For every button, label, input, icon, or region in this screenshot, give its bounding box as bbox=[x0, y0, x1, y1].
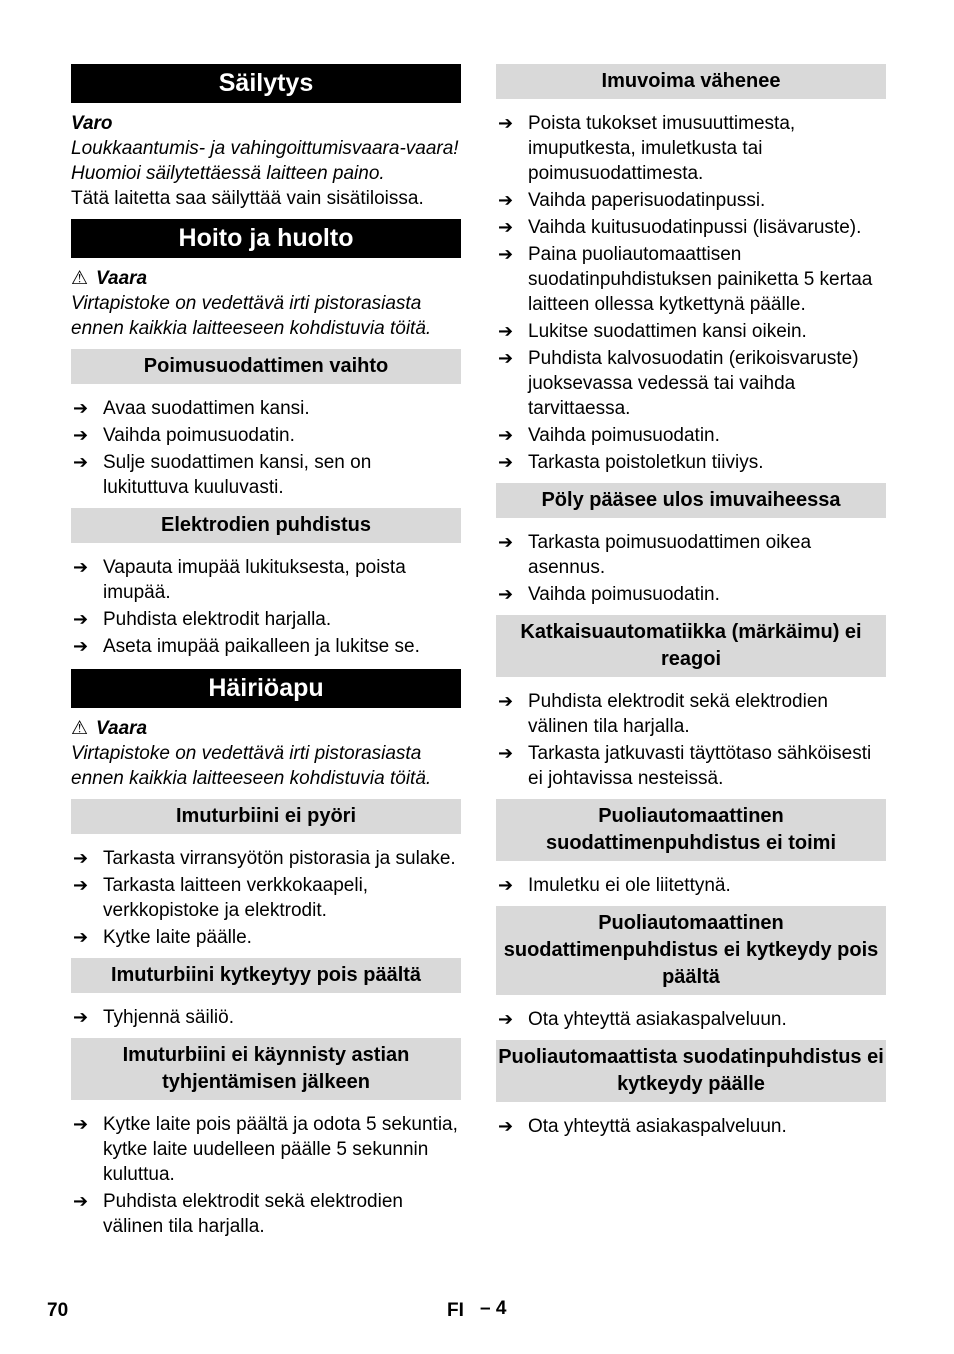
arrow-right-icon: ➔ bbox=[498, 875, 514, 895]
subsection-title-turbine-switches-off: Imuturbiini kytkeytyy pois päältä bbox=[71, 958, 461, 993]
arrow-right-icon: ➔ bbox=[498, 1116, 514, 1136]
list-item: ➔ Paina puoliautomaattisen suodatinpuhdistuksen painiketta 5 kertaa laitteen ollessa kytkettynä päälle. bbox=[498, 244, 873, 315]
suction-power-list bbox=[496, 111, 886, 475]
dust-escapes-list bbox=[496, 530, 886, 607]
list-item: ➔ Vaihda poimusuodatin. bbox=[498, 425, 720, 446]
filter-change-list bbox=[71, 396, 461, 500]
subsection-title-semi-auto-not-working: Puoliautomaattinen suodattimenpuhdistus ei toimi bbox=[496, 799, 886, 861]
arrow-right-icon: ➔ bbox=[73, 636, 89, 656]
arrow-right-icon: ➔ bbox=[498, 452, 514, 472]
warning-triangle-icon: ⚠ bbox=[71, 718, 89, 739]
list-item: ➔ Tarkasta poimusuodattimen oikea asennus. bbox=[498, 532, 812, 578]
list-item: ➔ Poista tukokset imusuuttimesta, imuputkesta, imuletkusta tai poimusuodattimesta. bbox=[498, 113, 796, 184]
right-column bbox=[496, 64, 886, 1143]
list-item: ➔ Imuletku ei ole liitettynä. bbox=[498, 875, 731, 896]
subsection-title-suction-power: Imuvoima vähenee bbox=[496, 64, 886, 99]
arrow-right-icon: ➔ bbox=[498, 244, 514, 264]
subsection-title-semi-auto-not-on: Puoliautomaattista suodatinpuhdistus ei kytkeydy päälle bbox=[496, 1040, 886, 1102]
danger-warning bbox=[71, 716, 461, 741]
arrow-right-icon: ➔ bbox=[498, 217, 514, 237]
left-column bbox=[71, 64, 461, 1243]
list-item: ➔ Avaa suodattimen kansi. bbox=[73, 398, 310, 419]
list-item: ➔ Vaihda poimusuodatin. bbox=[73, 425, 295, 446]
arrow-right-icon: ➔ bbox=[498, 190, 514, 210]
list-item: ➔ Vaihda paperisuodatinpussi. bbox=[498, 190, 766, 211]
subsection-title-semi-auto-not-off: Puoliautomaattinen suodattimenpuhdistus ei kytkeydy pois päältä bbox=[496, 906, 886, 995]
list-item: ➔ Tarkasta jatkuvasti täyttötaso sähköisesti ei johtavissa nesteissä. bbox=[498, 743, 872, 789]
sub-page-number: – 4 bbox=[480, 1298, 507, 1319]
language-code: FI bbox=[447, 1300, 464, 1321]
subsection-title-dust-escapes: Pöly pääsee ulos imuvaiheessa bbox=[496, 483, 886, 518]
list-item: ➔ Sulje suodattimen kansi, sen on lukituttuva kuuluvasti. bbox=[73, 452, 372, 498]
list-item: ➔ Ota yhteyttä asiakaspalveluun. bbox=[498, 1009, 787, 1030]
warning-triangle-icon: ⚠ bbox=[71, 268, 89, 289]
list-item: ➔ Ota yhteyttä asiakaspalveluun. bbox=[498, 1116, 787, 1137]
arrow-right-icon: ➔ bbox=[498, 584, 514, 604]
arrow-right-icon: ➔ bbox=[73, 398, 89, 418]
arrow-right-icon: ➔ bbox=[498, 1009, 514, 1029]
caution-label: Varo bbox=[71, 113, 113, 134]
list-item: ➔ Vapauta imupää lukituksesta, poista imupää. bbox=[73, 557, 406, 603]
section-title-care: Hoito ja huolto bbox=[71, 219, 461, 258]
section-title-troubleshooting: Häiriöapu bbox=[71, 669, 461, 708]
danger-text: Virtapistoke on vedettävä irti pistorasiasta ennen kaikkia laitteeseen kohdistuvia töitä. bbox=[71, 293, 432, 339]
arrow-right-icon: ➔ bbox=[73, 1007, 89, 1027]
arrow-right-icon: ➔ bbox=[73, 557, 89, 577]
list-item: ➔ Tarkasta virransyötön pistorasia ja sulake. bbox=[73, 848, 456, 869]
subsection-title-electrodes: Elektrodien puhdistus bbox=[71, 508, 461, 543]
caution-text: Loukkaantumis- ja vahingoittumisvaara-vaara! Huomioi säilytettäessä laitteen paino. bbox=[71, 138, 459, 184]
list-item: ➔ Kytke laite päälle. bbox=[73, 927, 252, 948]
arrow-right-icon: ➔ bbox=[73, 848, 89, 868]
danger-warning bbox=[71, 266, 461, 291]
arrow-right-icon: ➔ bbox=[73, 1191, 89, 1211]
list-item: ➔ Kytke laite pois päältä ja odota 5 sekuntia, kytke laite uudelleen päälle 5 sekunnin kuluttua. bbox=[73, 1114, 458, 1185]
list-item: ➔ Tarkasta poistoletkun tiiviys. bbox=[498, 452, 764, 473]
arrow-right-icon: ➔ bbox=[73, 452, 89, 472]
shutoff-wet-list bbox=[496, 689, 886, 791]
subsection-title-turbine-not-rotating: Imuturbiini ei pyöri bbox=[71, 799, 461, 834]
arrow-right-icon: ➔ bbox=[498, 425, 514, 445]
turbine-not-rotating-list bbox=[71, 846, 461, 950]
turbine-switches-off-list bbox=[71, 1005, 461, 1030]
arrow-right-icon: ➔ bbox=[73, 927, 89, 947]
subsection-title-filter-change: Poimusuodattimen vaihto bbox=[71, 349, 461, 384]
list-item: ➔ Vaihda poimusuodatin. bbox=[498, 584, 720, 605]
page-number: 70 bbox=[47, 1300, 69, 1321]
storage-note: Tätä laitetta saa säilyttää vain sisätiloissa. bbox=[71, 188, 424, 209]
arrow-right-icon: ➔ bbox=[498, 532, 514, 552]
arrow-right-icon: ➔ bbox=[498, 113, 514, 133]
list-item: ➔ Puhdista elektrodit harjalla. bbox=[73, 609, 332, 630]
list-item: ➔ Puhdista elektrodit sekä elektrodien välinen tila harjalla. bbox=[498, 691, 828, 737]
semi-auto-not-on-list bbox=[496, 1114, 886, 1139]
danger-label: Vaara bbox=[96, 718, 148, 739]
semi-auto-not-working-list bbox=[496, 873, 886, 898]
arrow-right-icon: ➔ bbox=[73, 875, 89, 895]
turbine-not-starting-list bbox=[71, 1112, 461, 1239]
subsection-title-turbine-not-starting: Imuturbiini ei käynnisty astian tyhjentämisen jälkeen bbox=[71, 1038, 461, 1100]
list-item: ➔ Lukitse suodattimen kansi oikein. bbox=[498, 321, 807, 342]
arrow-right-icon: ➔ bbox=[498, 348, 514, 368]
arrow-right-icon: ➔ bbox=[73, 425, 89, 445]
list-item: ➔ Aseta imupää paikalleen ja lukitse se. bbox=[73, 636, 420, 657]
section-title-storage: Säilytys bbox=[71, 64, 461, 103]
arrow-right-icon: ➔ bbox=[498, 743, 514, 763]
danger-label: Vaara bbox=[96, 268, 148, 289]
subsection-title-shutoff-wet: Katkaisuautomatiikka (märkäimu) ei reagoi bbox=[496, 615, 886, 677]
arrow-right-icon: ➔ bbox=[498, 321, 514, 341]
list-item: ➔ Puhdista kalvosuodatin (erikoisvaruste) juoksevassa vedessä tai vaihda tarvittaessa. bbox=[498, 348, 859, 419]
danger-text: Virtapistoke on vedettävä irti pistorasiasta ennen kaikkia laitteeseen kohdistuvia töitä. bbox=[71, 743, 432, 789]
electrodes-list bbox=[71, 555, 461, 659]
list-item: ➔ Tyhjennä säiliö. bbox=[73, 1007, 234, 1028]
semi-auto-not-off-list bbox=[496, 1007, 886, 1032]
list-item: ➔ Puhdista elektrodit sekä elektrodien välinen tila harjalla. bbox=[73, 1191, 403, 1237]
arrow-right-icon: ➔ bbox=[73, 1114, 89, 1134]
list-item: ➔ Tarkasta laitteen verkkokaapeli, verkkopistoke ja elektrodit. bbox=[73, 875, 369, 921]
arrow-right-icon: ➔ bbox=[498, 691, 514, 711]
arrow-right-icon: ➔ bbox=[73, 609, 89, 629]
list-item: ➔ Vaihda kuitusuodatinpussi (lisävaruste). bbox=[498, 217, 862, 238]
